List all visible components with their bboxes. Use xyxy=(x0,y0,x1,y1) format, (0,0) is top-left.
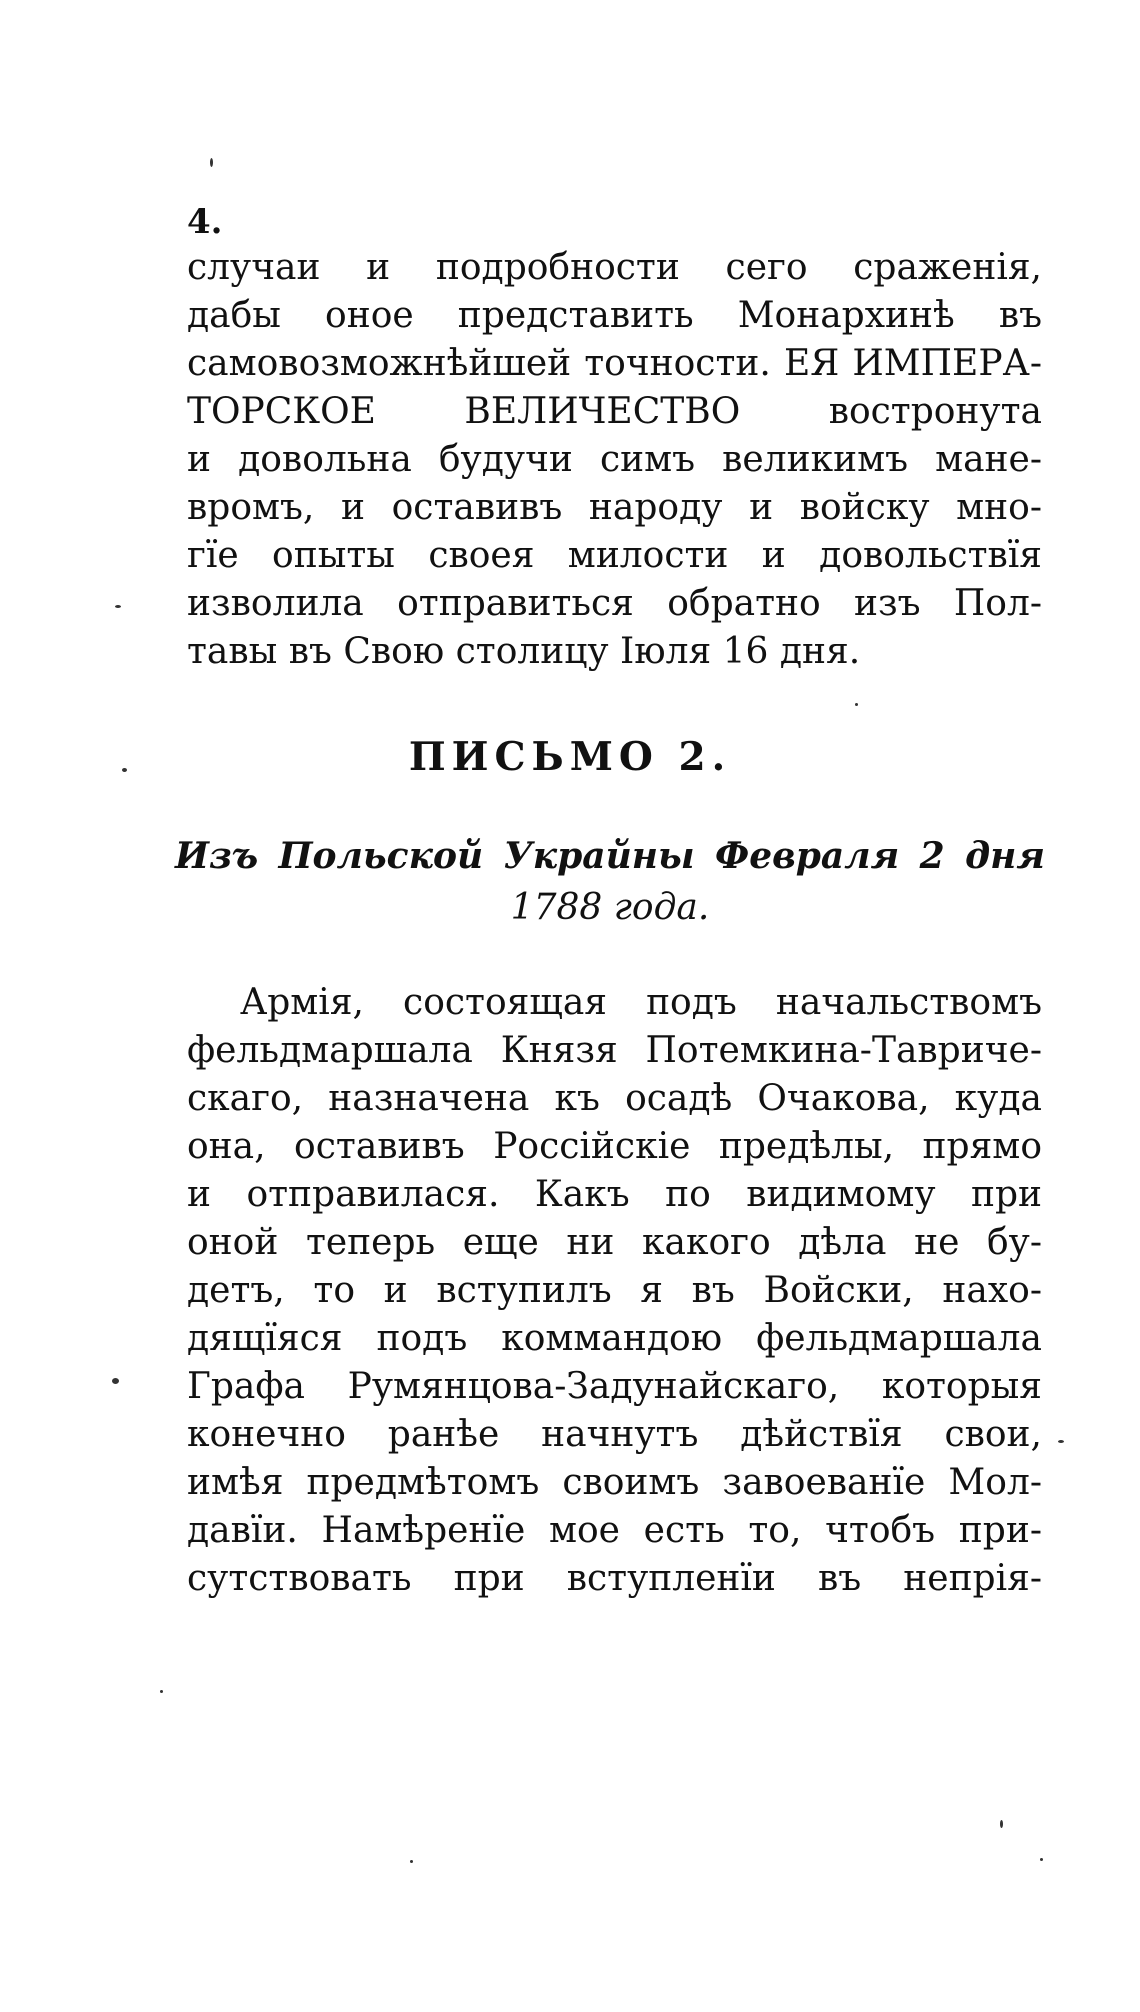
text-line: тавы въ Свою столицу Іюля 16 дня. xyxy=(187,631,861,672)
text-line: и отправилася. Какъ по видимому при xyxy=(187,1174,1042,1215)
text-line: сутствовать при вступленїи въ непрія- xyxy=(187,1558,1042,1599)
letter-subtitle: Изъ Польской Украйны Февраля 2 дня xyxy=(175,835,1045,877)
page-number: 4. xyxy=(187,202,223,242)
scan-speck xyxy=(410,1860,413,1863)
text-line: имѣя предмѣтомъ своимъ завоеванїе Мол- xyxy=(187,1462,1042,1503)
letter-date: 1788 года. xyxy=(510,887,710,928)
text-line: гїе опыты своея милости и довольствїя xyxy=(187,535,1042,576)
text-line: скаго, назначена къ осадѣ Очакова, куда xyxy=(187,1078,1042,1119)
text-line: ТОРСКОЕ ВЕЛИЧЕСТВО востронута xyxy=(187,391,1042,432)
text-line: вромъ, и оставивъ народу и войску мно- xyxy=(187,487,1042,528)
scan-speck xyxy=(115,605,121,608)
text-line: детъ, то и вступилъ я въ Войски, нахо- xyxy=(187,1270,1042,1311)
text-line: и довольна будучи симъ великимъ мане- xyxy=(187,439,1042,480)
text-line: дящїяся подъ коммандою фельдмаршала xyxy=(187,1318,1042,1359)
text-line: оной теперь еще ни какого дѣла не бу- xyxy=(187,1222,1042,1263)
scan-speck xyxy=(122,768,127,772)
text-line: конечно ранѣе начнутъ дѣйствїя свои, xyxy=(187,1414,1042,1455)
text-line: Графа Румянцова-Задунайскаго, которыя xyxy=(187,1366,1042,1407)
text-line: давїи. Намѣренїе мое есть то, чтобъ при- xyxy=(187,1510,1042,1551)
scan-speck xyxy=(1040,1858,1043,1861)
scan-speck xyxy=(210,158,213,167)
scan-speck xyxy=(160,1690,163,1693)
text-line: изволила отправиться обратно изъ Пол- xyxy=(187,583,1042,624)
text-line: случаи и подробности сего сраженія, xyxy=(187,247,1042,288)
scan-speck xyxy=(1000,1820,1003,1828)
text-line: Армія, состоящая подъ начальствомъ xyxy=(240,982,1042,1023)
text-line: фельдмаршала Князя Потемкина-Тавриче- xyxy=(187,1030,1042,1071)
scan-speck xyxy=(112,1378,119,1384)
text-line: она, оставивъ Россійскіе предѣлы, прямо xyxy=(187,1126,1042,1167)
letter-heading: ПИСЬМО 2. xyxy=(408,734,732,780)
scan-speck xyxy=(1058,1440,1064,1443)
scan-speck xyxy=(855,703,858,706)
text-line: дабы оное представить Монархинѣ въ xyxy=(187,295,1042,336)
text-line: самовозможнѣйшей точности. ЕЯ ИМПЕРА- xyxy=(187,343,1042,384)
